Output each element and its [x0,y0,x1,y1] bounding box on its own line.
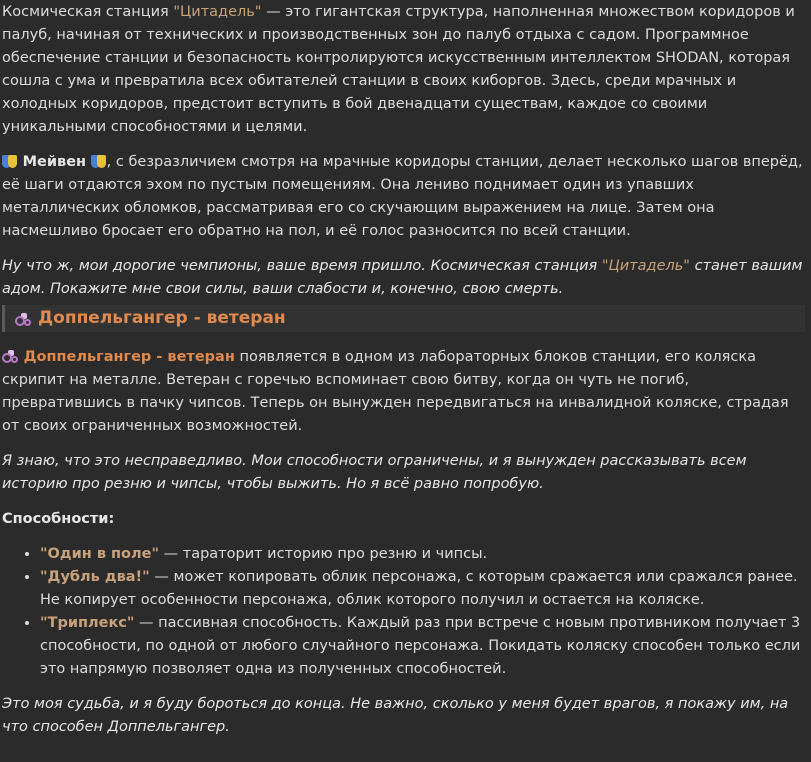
station-name: "Цитадель" [173,4,262,20]
list-item [40,566,806,612]
intro-text-end: — это гигантская структура, наполненная множеством коридоров и палуб, начиная от технических и производственных зон до палуб отдыха с садом. Программное обеспечение станции и безопасность контролируются искусственным интеллектом SHODAN, которая сошла с ума и превратила всех обитателей станции в своих киборгов. Здесь, среди мрачных и холодных коридоров, предстоит вступить в бой двенадцати существам, каждое со своими уникальными способностями и целями. [2,4,795,135]
intro-paragraph [2,1,806,139]
ability-text: — пассивная способность. Каждый раз при встрече с новым противником получает 3 способности, по одной от любого случайного персонажа. Покидать коляску способен только если это напрямую позволяет одна из полученных способностей. [40,615,801,677]
host-quote [2,255,806,301]
host-quote-end: станет вашим адом. Покажите мне свои силы, ваши слабости и, конечно, свою смерть. [2,258,803,297]
section-title: Доппельгангер - ветеран [38,308,286,328]
theater-masks-icon [2,153,18,169]
list-item [40,612,806,681]
wheelchair-icon [2,349,19,363]
closing-quote: Это моя судьба, и я буду бороться до конца. Не важно, сколько у меня будет врагов, я покажу им, на что способен Доппельгангер. [2,696,789,735]
host-paragraph [2,151,806,243]
host-name: Мейвен [22,154,87,170]
abilities-heading: Способности: [2,511,115,527]
host-quote-start: Ну что ж, мои дорогие чемпионы, ваше время пришло. Космическая станция [2,258,602,274]
theater-masks-icon [91,153,107,169]
character-paragraph [2,346,806,438]
character-name: Доппельгангер - ветеран [23,349,235,365]
character-quote: Я знаю, что это несправедливо. Мои способности ограничены, и я вынужден рассказывать всем историю про резню и чипсы, чтобы выжить. Но я всё равно попробую. [2,453,747,492]
character-text: появляется в одном из лабораторных блоков станции, его коляска скрипит на металле. Ветеран с горечью вспоминает свою битву, когда он чуть не погиб, превратившись в пачку чипсов. Теперь он вынужден передвигаться на инвалидной коляске, страдая от своих ограниченных возможностей. [2,349,789,434]
host-quote-station: "Цитадель" [601,258,690,274]
wheelchair-icon [15,312,32,326]
host-text: , с безразличием смотря на мрачные коридоры станции, делает несколько шагов вперёд, её шаги отдаются эхом по пустым помещениям. Она лениво поднимает один из упавших металлических обломков, рассматривая его со скучающим выражением на лице. Затем она насмешливо бросает его обратно на пол, и её голос разносится по всей станции. [2,154,803,239]
abilities-list [2,543,806,681]
list-item [40,543,806,566]
ability-text: — тараторит историю про резню и чипсы. [159,546,488,562]
ability-name: "Дубль два!" [40,569,150,585]
story-document [2,0,806,739]
ability-name: "Триплекс" [40,615,135,631]
section-header [2,305,805,332]
intro-text-start: Космическая станция [2,4,174,20]
ability-text: — может копировать облик персонажа, с которым сражается или сражался ранее. Не копирует особенности персонажа, облик которого получил и остается на коляске. [40,569,798,608]
ability-name: "Один в поле" [40,546,160,562]
